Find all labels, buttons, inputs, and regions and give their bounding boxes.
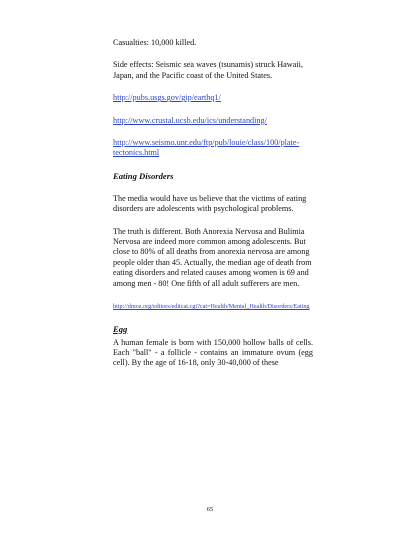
unr-link[interactable]: http://www.seismo.unr.edu/ftp/pub/louie/class/100/plate-tectonics.html — [113, 138, 300, 158]
page-number: 65 — [206, 506, 214, 513]
egg-paragraph-1: A human female is born with 150,000 hollow balls of cells. Each "ball" - a follicle - contains an immature ovum (egg cell). By the age of 16-18, only 30-40,000 of these — [113, 337, 313, 368]
casualties-text: Casualties: 10,000 killed. — [113, 38, 197, 47]
usgs-link[interactable]: http://pubs.usgs.gov/gip/earthq1/ — [113, 93, 221, 103]
ucsb-link[interactable]: http://www.crustal.ucsb.edu/ics/understanding/ — [113, 115, 267, 125]
eating-disorders-heading: Eating Disorders — [113, 170, 174, 181]
egg-heading: Egg — [113, 323, 128, 334]
eating-paragraph-1: The media would have us believe that the victims of eating disorders are adolescents with psychological problems. — [113, 193, 307, 214]
dmoz-link[interactable]: http://dmoz.org/editors/editcat.cgi?cat=Health/Mental_Health/Disorders/Eating — [113, 303, 310, 311]
side-effects-text: Side effects: Seismic sea waves (tsunamis) struck Hawaii, Japan, and the Pacific coast of the United States. — [113, 60, 303, 80]
eating-paragraph-2: The truth is different. Both Anorexia Nervosa and Bulimia Nervosa are indeed more common among adolescents. But close to 80% of all deaths from anorexia nervosa are among people older than 45. Actually, the median age of death from eating disorders and related causes among women is 69 and among men - 80! One fifth of all adult sufferers are men. — [113, 226, 312, 288]
page-content — [113, 38, 313, 369]
